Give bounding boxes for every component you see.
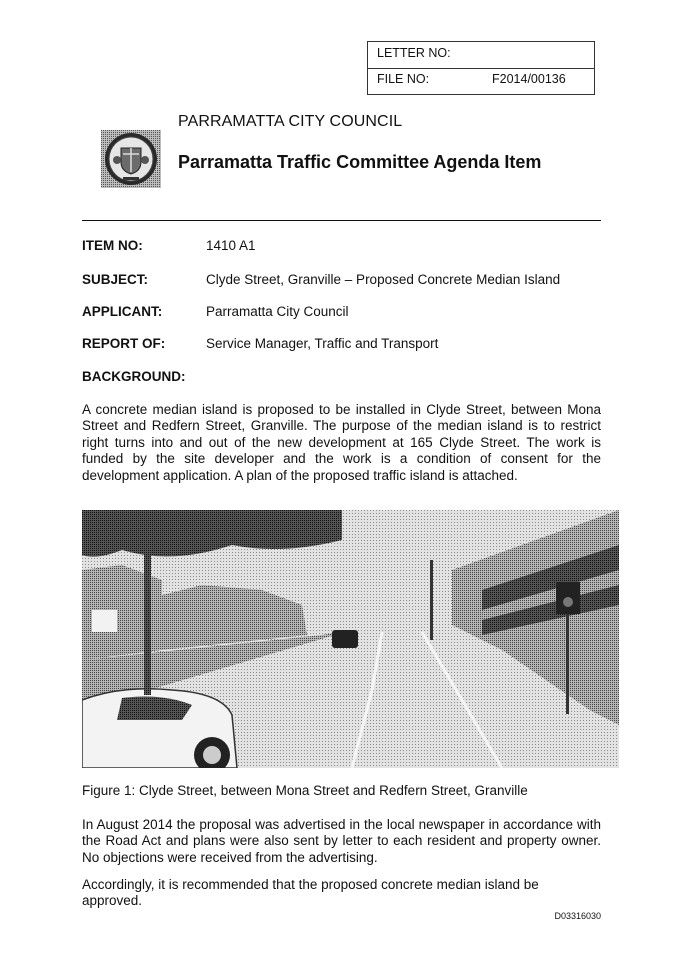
recommendation-paragraph: Accordingly, it is recommended that the proposed concrete median island be approved. [82,877,539,909]
council-name: PARRAMATTA CITY COUNCIL [178,113,403,130]
street-photo [82,510,619,768]
letter-no-row [368,42,594,69]
reference-box [367,41,595,95]
file-no-value: F2014/00136 [492,72,566,86]
applicant-label: APPLICANT: [82,304,163,319]
background-paragraph: A concrete median island is proposed to be installed in Clyde Street, between Mona Street and Redfern Street, Granville. The purpose of the median island is to restrict right turns into and out of the new development at 165 Clyde Street. The work is funded by the site developer and the work is a condition of consent for the development application. A plan of the proposed traffic island is attached. [82,402,601,483]
file-no-label: FILE NO: [377,72,430,86]
file-no-row [368,68,594,94]
agenda-title: Parramatta Traffic Committee Agenda Item [178,152,542,172]
background-heading: BACKGROUND: [82,369,186,384]
advertising-paragraph: In August 2014 the proposal was advertised in the local newspaper in accordance with the Road Act and plans were also sent by letter to each resident and property owner. No objections were received from the advertising. [82,817,601,865]
item-no-label: ITEM NO: [82,238,143,253]
letter-no-label: LETTER NO: [377,46,451,60]
document-reference: D03316030 [554,911,601,921]
item-no-value: 1410 A1 [206,238,256,253]
applicant-value: Parramatta City Council [206,304,349,319]
subject-value: Clyde Street, Granville – Proposed Concrete Median Island [206,272,561,287]
subject-label: SUBJECT: [82,272,149,287]
council-seal-icon [101,130,161,188]
report-of-label: REPORT OF: [82,336,166,351]
figure-caption: Figure 1: Clyde Street, between Mona Street and Redfern Street, Granville [82,783,528,798]
report-of-value: Service Manager, Traffic and Transport [206,336,439,351]
header-divider [82,220,601,221]
